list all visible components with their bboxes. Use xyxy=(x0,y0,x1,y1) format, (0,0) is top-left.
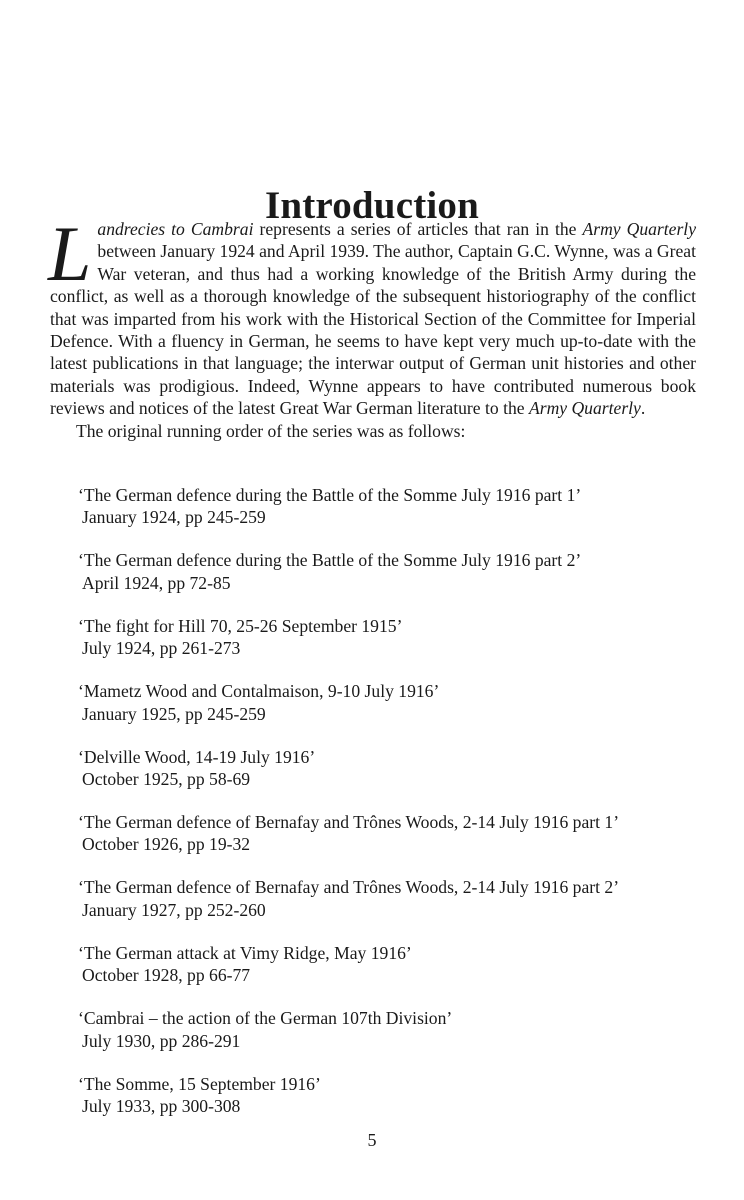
article-title: ‘The German attack at Vimy Ridge, May 1916’ xyxy=(78,942,412,963)
intro-text-end: . xyxy=(640,398,646,419)
article-title: ‘Delville Wood, 14-19 July 1916’ xyxy=(78,746,316,767)
article-entry xyxy=(78,549,718,594)
italic-journal-title-2: Army Quarterly xyxy=(528,398,641,419)
article-title: ‘Mametz Wood and Contalmaison, 9-10 July 1916’ xyxy=(78,681,440,702)
article-reference: July 1924, pp 261-273 xyxy=(82,638,241,659)
article-entry xyxy=(78,876,718,921)
article-entry xyxy=(78,1073,718,1118)
article-reference: October 1926, pp 19-32 xyxy=(82,834,251,855)
italic-book-title: andrecies to Cambrai xyxy=(97,219,254,239)
article-title: ‘The Somme, 15 September 1916’ xyxy=(78,1073,321,1094)
article-title: ‘The German defence of Bernafay and Trônes Woods, 2-14 July 1916 part 2’ xyxy=(78,877,620,898)
intro-paragraph-2: The original running order of the series was as follows: xyxy=(76,420,466,441)
intro-text-b: between January 1924 and April 1939. The author, Captain G.C. Wynne, was a Great War veteran, and thus had a working knowledge of the British Army during the conflict, as well as a thorough knowledge of the subsequent historiography of the conflict that was imparted from his work with the Historical Section of the Committee for Imperial Defence. With a fluency in German, he seems to have kept very much up-to-date with the latest publications in that language; the interwar output of German unit histories and other materials was prodigious. Indeed, Wynne appears to have contributed numerous book reviews and notices of the latest Great War German literature to the xyxy=(50,241,696,419)
intro-paragraph-1 xyxy=(48,210,696,420)
page-number: 5 xyxy=(367,1130,377,1150)
article-title: ‘The fight for Hill 70, 25-26 September 1915’ xyxy=(78,615,403,636)
article-reference: July 1933, pp 300-308 xyxy=(82,1095,241,1116)
article-reference: April 1924, pp 72-85 xyxy=(82,572,231,593)
article-entry xyxy=(78,811,718,856)
italic-journal-title: Army Quarterly xyxy=(582,219,696,239)
article-reference: July 1930, pp 286-291 xyxy=(82,1030,241,1051)
article-entry xyxy=(78,746,718,791)
article-reference: January 1925, pp 245-259 xyxy=(82,703,266,724)
article-list xyxy=(78,484,718,1138)
article-reference: January 1927, pp 252-260 xyxy=(82,899,266,920)
article-reference: October 1925, pp 58-69 xyxy=(82,768,251,789)
drop-cap: L xyxy=(48,210,92,297)
article-entry xyxy=(78,1007,718,1052)
intro-text-a: represents a series of articles that ran in the xyxy=(253,219,583,239)
article-reference: January 1924, pp 245-259 xyxy=(82,507,266,528)
article-title: ‘The German defence during the Battle of the Somme July 1916 part 1’ xyxy=(78,485,582,505)
article-entry xyxy=(78,484,718,529)
article-reference: October 1928, pp 66-77 xyxy=(82,965,251,986)
article-entry xyxy=(78,942,718,987)
article-title: ‘The German defence of Bernafay and Trônes Woods, 2-14 July 1916 part 1’ xyxy=(78,811,620,832)
introduction-body xyxy=(48,210,696,442)
article-entry xyxy=(78,615,718,660)
article-entry xyxy=(78,680,718,725)
article-title: ‘Cambrai – the action of the German 107th Division’ xyxy=(78,1008,453,1029)
article-title: ‘The German defence during the Battle of the Somme July 1916 part 2’ xyxy=(78,550,582,571)
page-title: Introduction xyxy=(264,184,480,228)
